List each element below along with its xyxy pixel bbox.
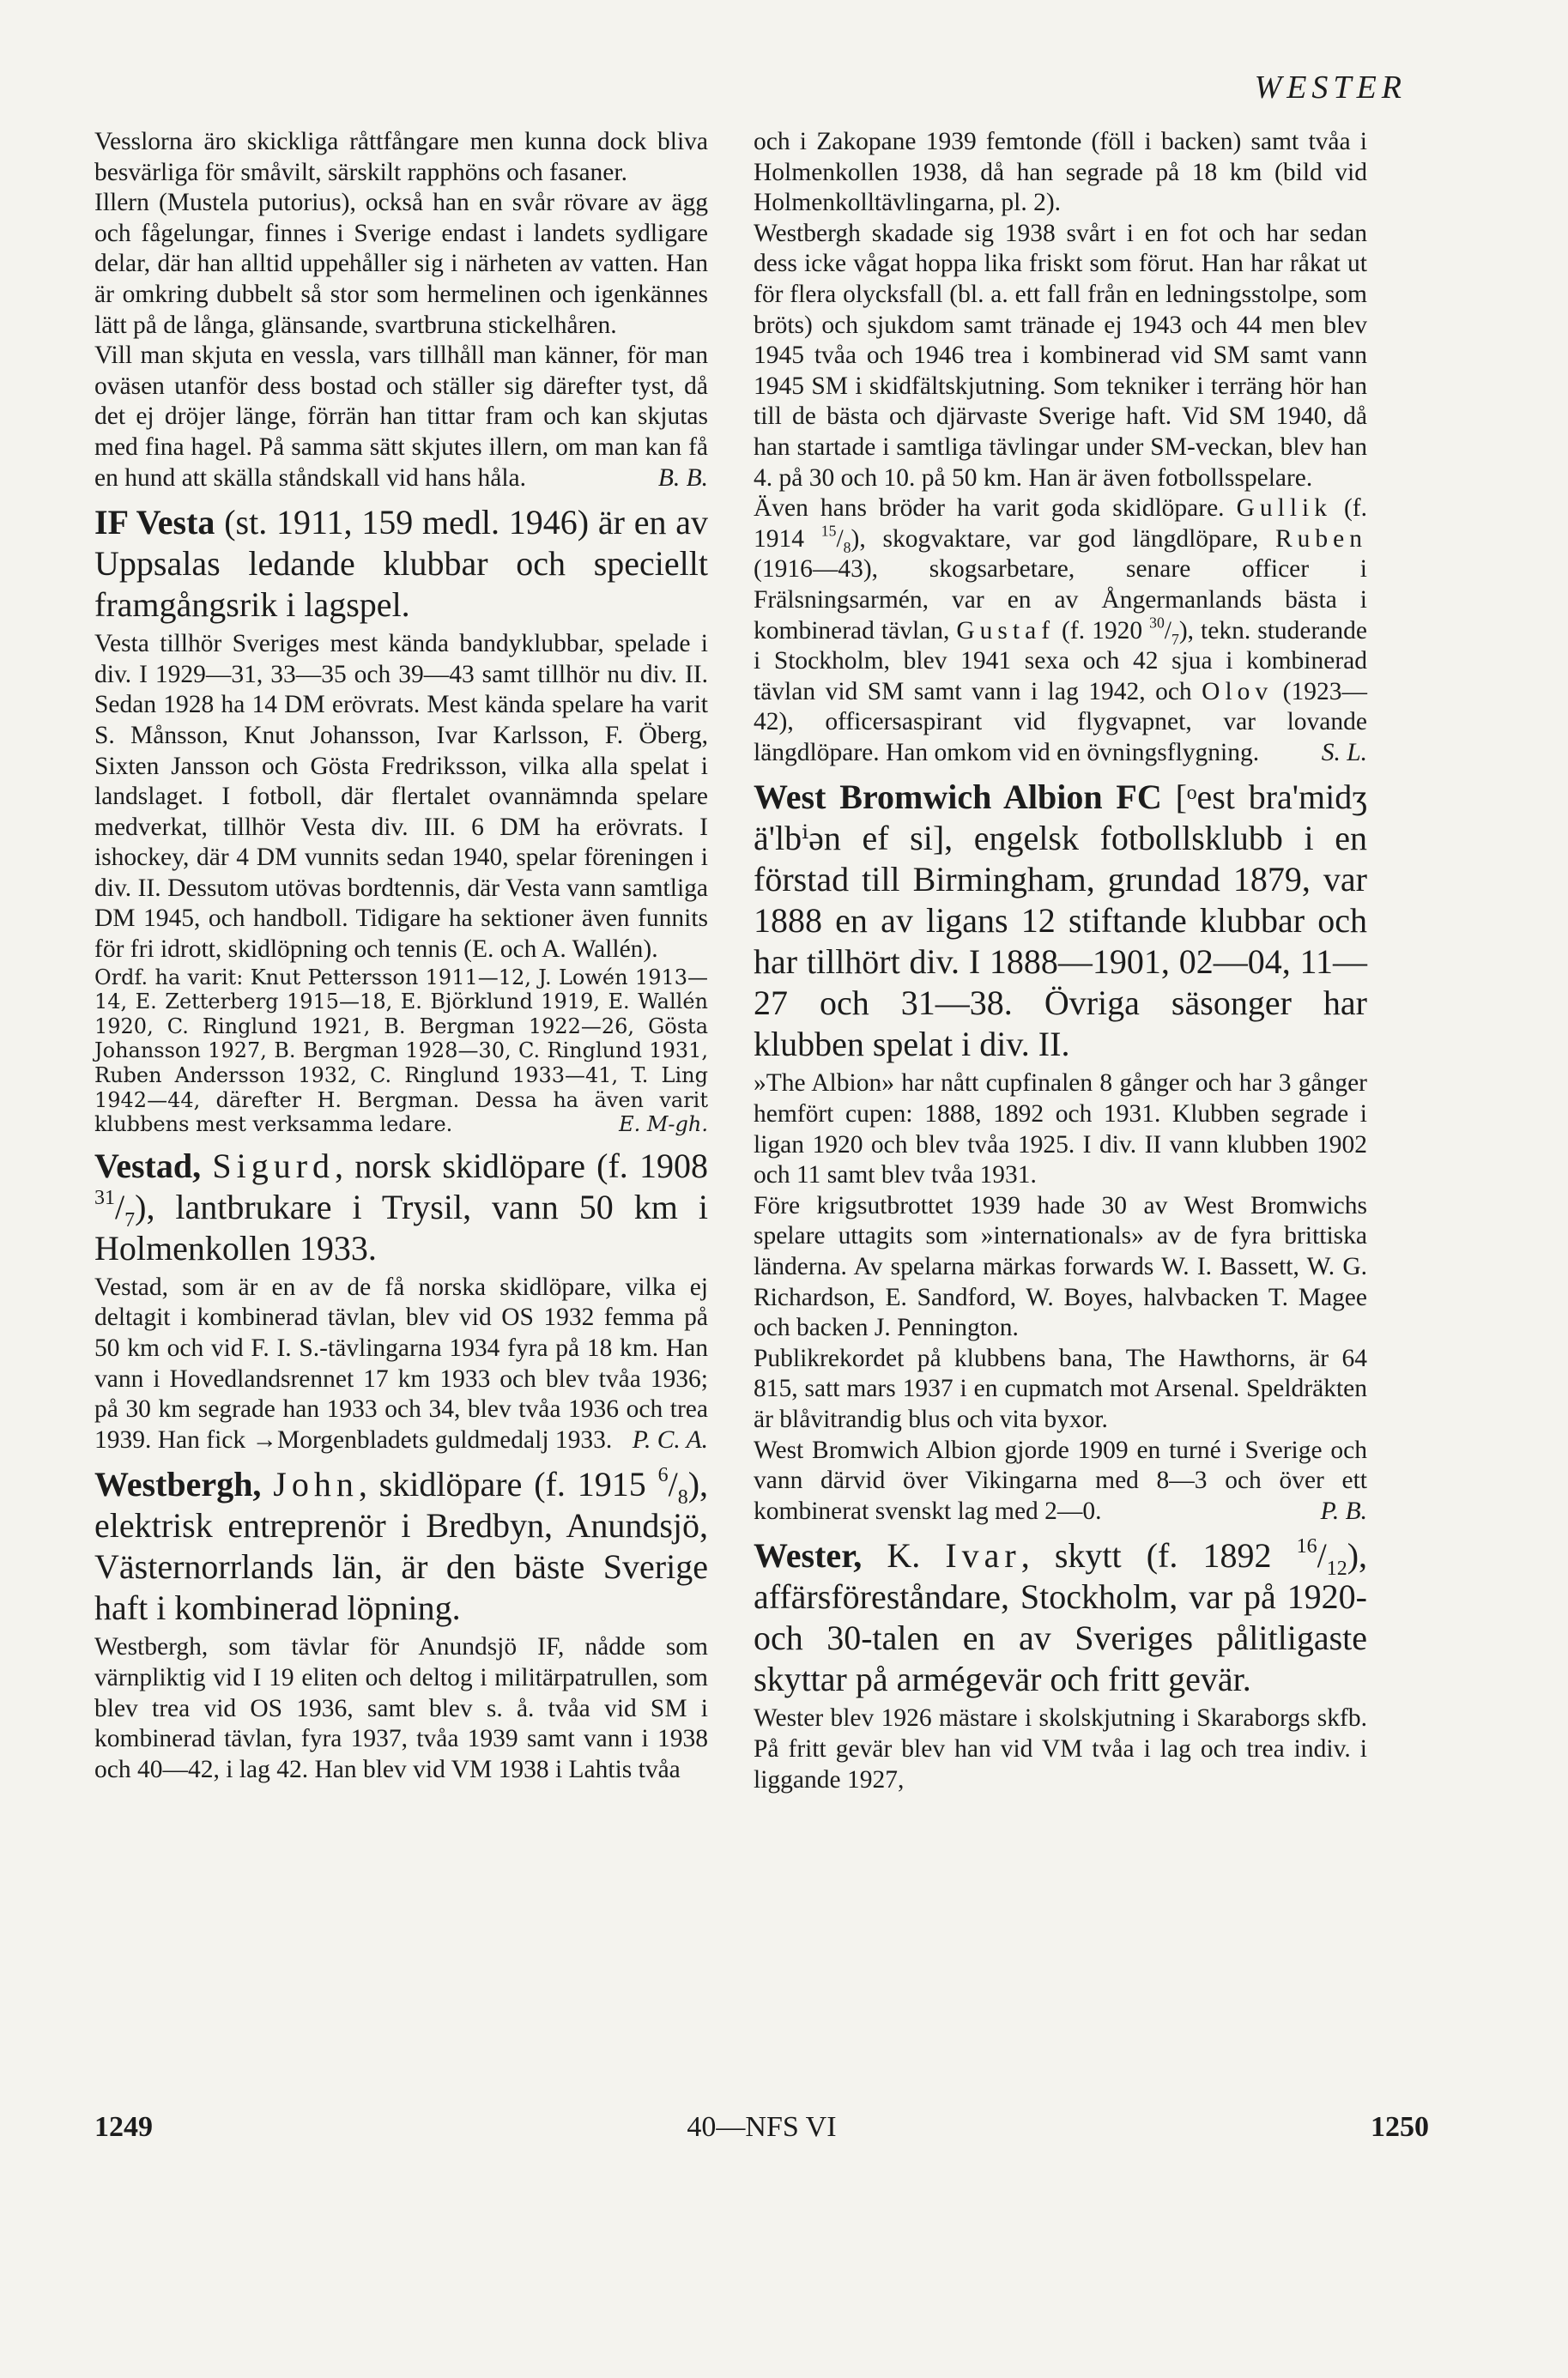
page-number-left: 1249 bbox=[94, 2111, 153, 2143]
paragraph: Vestad, som är en av de få norska skidlöpare, vilka ej deltagit i kombinerad tävlan, blev vid OS 1932 femma på 50 km och vid F. I. S.-tävlingarna 1934 fyra på 18 km. Han vann i Hovedlandsrennet 17 km 1933 och blev tvåa 1936; på 30 km segrade han 1933 och 34, blev tvåa 1936 och trea 1939. Han fick →Morgenbladets guldmedalj 1933. P. C. A. bbox=[94, 1273, 708, 1456]
paragraph: Vill man skjuta en vessla, vars tillhåll man känner, för man oväsen utanför dess bostad och ställer sig därefter tyst, då det ej dröjer länge, förrän han tittar fram och kan skjutas med fina hagel. På samma sätt skjutes illern, om man kan få en hund att skälla ståndskall vid hans håla. B. B. bbox=[94, 341, 708, 493]
author-signature: B. B. bbox=[657, 463, 708, 492]
author-signature: P. C. A. bbox=[632, 1425, 708, 1454]
paragraph: Vesta tillhör Sveriges mest kända bandyklubbar, spelade i div. I 1929—31, 33—35 och 39—43 samt tillhör nu div. II. Sedan 1928 ha 14 DM erövrats. Mest kända spelare ha varit S. Månsson, Knut Johansson, Ivar Karlsson, F. Öberg, Sixten Jansson och Gösta Fredriksson, vilka alla spelat i landslaget. I fotboll, där flertalet ovannämnda spelare medverkat, tillhör Vesta div. III. 6 DM ha erövrats. I ishockey, där 4 DM vunnits sedan 1940, spelar föreningen i div. II. Dessutom utövas bordtennis, där Vesta vann samtliga DM 1945, och handboll. Tidigare ha sektioner även funnits för fri idrott, skidlöpning och tennis (E. och A. Wallén). bbox=[94, 630, 708, 964]
right-column bbox=[754, 127, 1367, 1795]
paragraph: Publikrekordet på klubbens bana, The Hawthorns, är 64 815, satt mars 1937 i en cupmatch mot Arsenal. Speldräkten är blåvitrandig blus och vita byxor. bbox=[754, 1344, 1367, 1433]
page-footer bbox=[94, 2111, 1429, 2154]
page-number-right: 1250 bbox=[1371, 2111, 1429, 2143]
small-print-note: Ordf. ha varit: Knut Pettersson 1911—12, J. Lowén 1913—14, E. Zetterberg 1915—18, E. Björklund 1919, E. Wallén 1920, C. Ringlund 1921, B. Bergman 1922—26, Gösta Johansson 1927, B. Bergman 1928—30, C. Ringlund 1931, Ruben Andersson 1932, C. Ringlund 1933—41, T. Ling 1942—44, därefter H. Bergman. Dessa ha även varit klubbens mest verksamma ledare. E. M-gh. bbox=[94, 965, 708, 1137]
paragraph: »The Albion» har nått cupfinalen 8 gånger och har 3 gånger hemfört cupen: 1888, 1892 och 1931. Klubben segrade i ligan 1920 och blev tvåa 1925. I div. II vann klubben 1902 och 11 samt blev tvåa 1931. bbox=[754, 1069, 1367, 1189]
entry-heading-wester: Wester, K. Ivar, skytt (f. 1892 $^{16}/_{12}$), affärsföreståndare, Stockholm, var på 1920- och 30-talen en av Sveriges pålitligaste skyttar på armégevär och fritt gevär. bbox=[754, 1535, 1368, 1699]
entry-heading-westbergh: Westbergh, John, skidlöpare (f. 1915 $^6/_8$), elektrisk entreprenör i Bredbyn, Anundsjö, Västernorrlands län, är den bäste Sverige haft i kombinerad löpning. bbox=[94, 1464, 709, 1628]
paragraph: Illern (Mustela putorius), också han en svår rövare av ägg och fågelungar, finnes i Sverige endast i landets sydligare delar, där han alltid uppehåller sig i närheten av vatten. Han är omkring dubbelt så stor som hermelinen och igenkännes lätt på de långa, glänsande, svartbruna stickelhåren. bbox=[94, 189, 708, 339]
paragraph: Vesslorna äro skickliga råttfångare men kunna dock bliva besvärliga för småvilt, särskilt rapphöns och fasaner. bbox=[94, 128, 708, 186]
paragraph: Westbergh, som tävlar för Anundsjö IF, nådde som värnpliktig vid I 19 eliten och deltog i militärpatrullen, som blev trea vid OS 1936, samt blev s. å. tvåa vid SM i kombinerad tävlan, fyra 1937, tvåa 1939 samt vann i 1938 och 40—42, i lag 42. Han blev vid VM 1938 i Lahtis tvåa bbox=[94, 1633, 708, 1783]
paragraph: Westbergh skadade sig 1938 svårt i en fot och har sedan dess icke vågat hoppa lika friskt som förut. Han har råkat ut för flera olycksfall (bl. a. ett fall från en ledningsstolpe, som bröts) och sjukdom samt tränade ej 1943 och 44 men blev 1945 tvåa och 1946 trea i kombinerad vid SM samt vann 1945 SM i skidfältskjutning. Som tekniker i terräng hör han till de bästa och djärvaste Sverige haft. Vid SM 1940, då han startade i samtliga tävlingar under SM-veckan, blev han 4. på 30 och 10. på 50 km. Han är även fotbollsspelare. bbox=[754, 219, 1367, 492]
signature-code: 40—NFS VI bbox=[687, 2111, 837, 2143]
paragraph: och i Zakopane 1939 femtonde (föll i backen) samt tvåa i Holmenkollen 1938, då han segrade på 18 km (bild vid Holmenkolltävlingarna, pl. 2). bbox=[754, 128, 1367, 217]
entry-heading-if-vesta: IF Vesta (st. 1911, 159 medl. 1946) är en av Uppsalas ledande klubbar och speciellt framgångsrik i lagspel. bbox=[94, 503, 708, 625]
author-signature: P. B. bbox=[1320, 1497, 1367, 1525]
paragraph: Wester blev 1926 mästare i skolskjutning i Skaraborgs skfb. På fritt gevär blev han vid VM tvåa i lag och trea indiv. i liggande 1927, bbox=[754, 1704, 1367, 1794]
paragraph: Även hans bröder ha varit goda skidlöpare. Gullik (f. 1914 $^{15}/_8$), skogvaktare, var god längdlöpare, Ruben (1916—43), skogsarbetare, senare officer i Frälsningsarmén, var en av Ångermanlands bästa i kombinerad tävlan, Gustaf (f. 1920 $^{30}/_7$), tekn. studerande i Stockholm, blev 1941 sexa och 42 sjua i kombinerad tävlan vid SM samt vann i lag 1942, och Olov (1923—42), officersaspirant vid flygvapnet, var lovande längdlöpare. Han omkom vid en övningsflygning. S. L. bbox=[754, 493, 1367, 768]
paragraph: West Bromwich Albion gjorde 1909 en turné i Sverige och vann därvid över Vikingarna med 8—3 och över ett kombinerat svenskt lag med 2—0. P. B. bbox=[754, 1436, 1367, 1528]
entry-heading-vestad: Vestad, Sigurd, norsk skidlöpare (f. 1908 $^{31}/_7$), lantbrukare i Trysil, vann 50 km i Holmenkollen 1933. bbox=[94, 1146, 709, 1268]
entry-heading-west-bromwich: West Bromwich Albion FC [ᵒest bra'midʒ ä'lbⁱən ef si], engelsk fotbollsklubb i en förstad till Birmingham, grundad 1879, var 1888 en av ligans 12 stiftande klubbar och har tillhört div. I 1888—1901, 02—04, 11—27 och 31—38. Övriga säsonger har klubben spelat i div. II. bbox=[754, 778, 1367, 1064]
left-column bbox=[94, 127, 708, 1785]
paragraph: Före krigsutbrottet 1939 hade 30 av West Bromwichs spelare uttagits som »internationals» av de fyra brittiska länderna. Av spelarna märkas forwards W. I. Bassett, W. G. Richardson, E. Sandford, W. Boyes, halvbacken T. Magee och backen J. Pennington. bbox=[754, 1191, 1367, 1342]
running-head: WESTER bbox=[1254, 70, 1407, 106]
author-signature: S. L. bbox=[1321, 738, 1367, 766]
author-signature: E. M-gh. bbox=[619, 1112, 708, 1137]
